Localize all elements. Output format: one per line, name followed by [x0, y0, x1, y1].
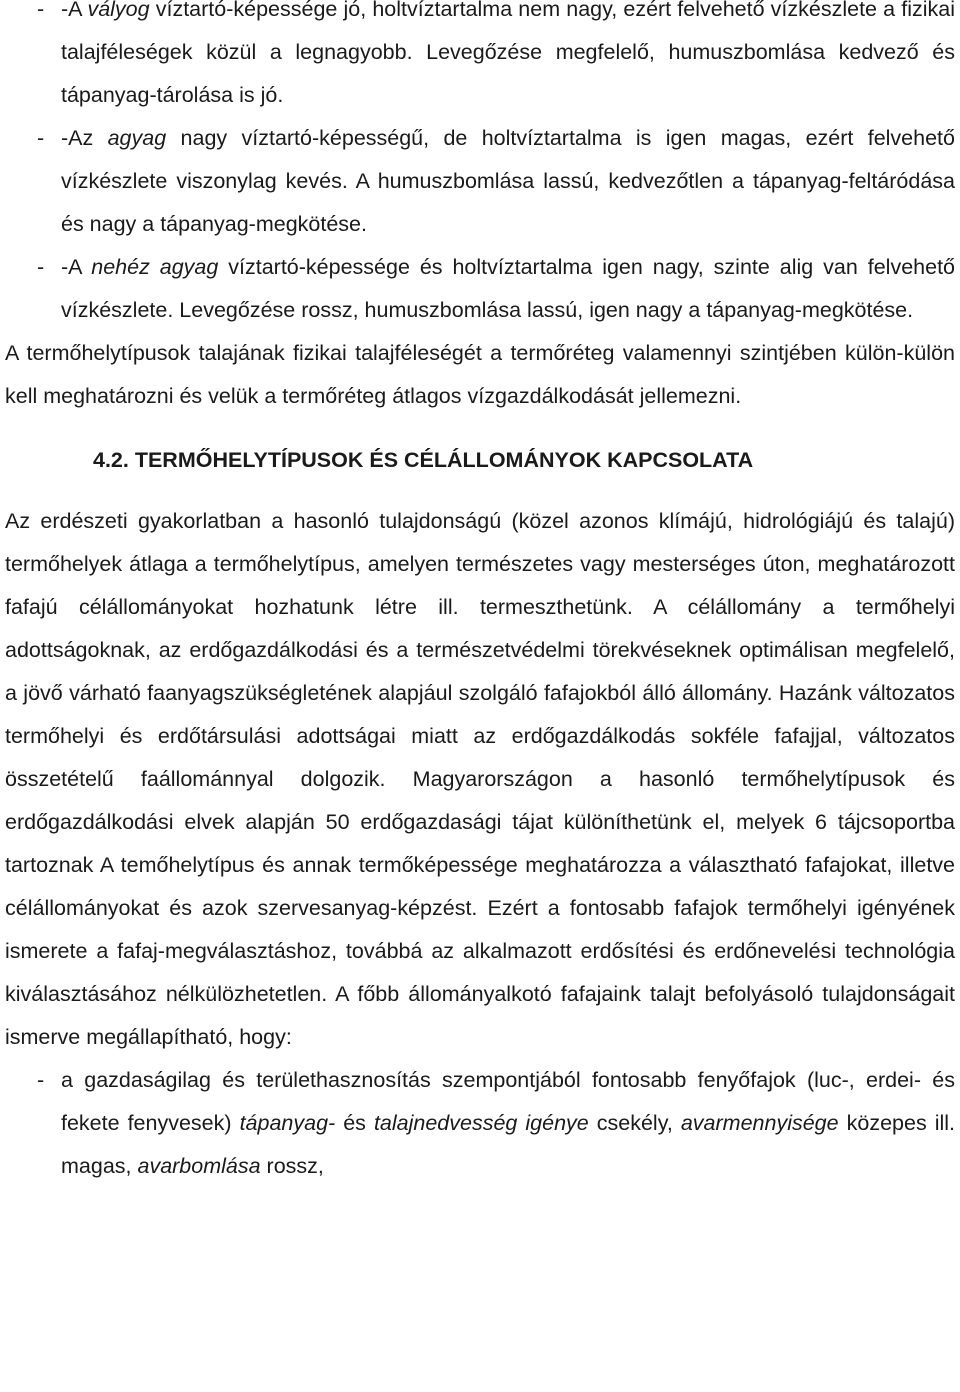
bullet-part: közepes ill. magas, [61, 1111, 956, 1178]
bullet-mark: - [37, 0, 45, 21]
section-heading: 4.2. TERMŐHELYTÍPUSOK ÉS CÉLÁLLOMÁNYOK KAPCSOLATA [93, 448, 754, 472]
bullet-fenyofajok [5, 1059, 955, 1188]
bullet-text: nagy víztartó-képességű, de holtvíztartalma is igen magas, ezért felvehető vízkészlete viszonylag kevés. A humuszbomlása lassú, kedvezőtlen a tápanyag-feltáródása és nagy a tápanyag-megkötése. [61, 126, 955, 236]
bullet-text: víztartó-képessége és holtvíztartalma igen nagy, szinte alig van felvehető vízkészlete. Levegőzése rossz, humuszbomlása lassú, igen nagy a tápanyag-megkötése. [61, 255, 956, 322]
paragraph-talajfeleseg: A termőhelytípusok talajának fizikai talajféleségét a termőréteg valamennyi szintjében külön-külön kell meghatározni és velük a termőréteg átlagos vízgazdálkodását jellemezni. [5, 341, 955, 408]
bullet-valyog [5, 0, 955, 117]
bullet-part: a gazdaságilag és területhasznosítás szempontjából fontosabb fenyőfajok (luc-, erdei- és fekete fenyvesek) [61, 1068, 955, 1135]
bullet-mark: - [37, 126, 45, 150]
bullet-mark: - [37, 1068, 45, 1092]
bullet-part: és [335, 1111, 374, 1135]
bullet-prefix: -A [61, 255, 92, 279]
bullet-part-italic: talajnedvesség igénye [373, 1111, 589, 1135]
document-page [5, 0, 955, 1188]
bullet-term: vályog [87, 0, 150, 21]
bullet-part-italic: tápanyag- [239, 1111, 336, 1135]
bullet-term: agyag [107, 126, 167, 150]
bullet-part: csekély, [588, 1111, 681, 1135]
paragraph-termohelytipusok: Az erdészeti gyakorlatban a hasonló tulajdonságú (közel azonos klímájú, hidrológiájú és talajú) termőhelyek átlaga a termőhelytípus, amelyen természetes vagy mesterséges úton, meghatározott fafajú célállományokat hozhatunk létre ill. termeszthetünk. A célállomány a termőhelyi adottságoknak, az erdőgazdálkodási és a természetvédelmi törekvéseknek optimálisan megfelelő, a jövő várható faanyagszükségletének alapjául szolgáló fafajokból álló állomány. Hazánk változatos termőhelyi és erdőtársulási adottságai miatt az erdőgazdálkodás sokféle fafajjal, változatos összetételű faállománnyal dolgozik. Magyarországon a hasonló termőhelytípusok és erdőgazdálkodási elvek alapján 50 erdőgazdasági tájat különíthetünk el, melyek 6 tájcsoportba tartoznak A temőhelytípus és annak termőképessége meghatározza a választható fafajokat, illetve célállományokat és azok szervesanyag-képzést. Ezért a fontosabb fafajok termőhelyi igényének ismerete a fafaj-megválasztáshoz, továbbá az alkalmazott erdősítési és erdőnevelési technológia kiválasztásához nélkülözhetetlen. A főbb állományalkotó fafajaink talajt befolyásoló tulajdonságait ismerve megállapítható, hogy: [5, 509, 955, 1049]
bullet-nehez-agyag [5, 246, 955, 332]
bullet-text: víztartó-képessége jó, holtvíztartalma nem nagy, ezért felvehető vízkészlete a fizikai talajféleségek közül a legnagyobb. Levegőzése megfelelő, humuszbomlása kedvező és tápanyag-tárolása is jó. [61, 0, 955, 107]
bullet-mark: - [37, 255, 45, 279]
bullet-term: nehéz agyag [91, 255, 219, 279]
bullet-prefix: -Az [61, 126, 108, 150]
bullet-part-italic: avarmennyisége [680, 1111, 839, 1135]
bullet-part-italic: avarbomlása [137, 1154, 261, 1178]
bullet-agyag [5, 117, 955, 246]
bullet-prefix: -A [61, 0, 88, 21]
bullet-part: rossz, [260, 1154, 324, 1178]
